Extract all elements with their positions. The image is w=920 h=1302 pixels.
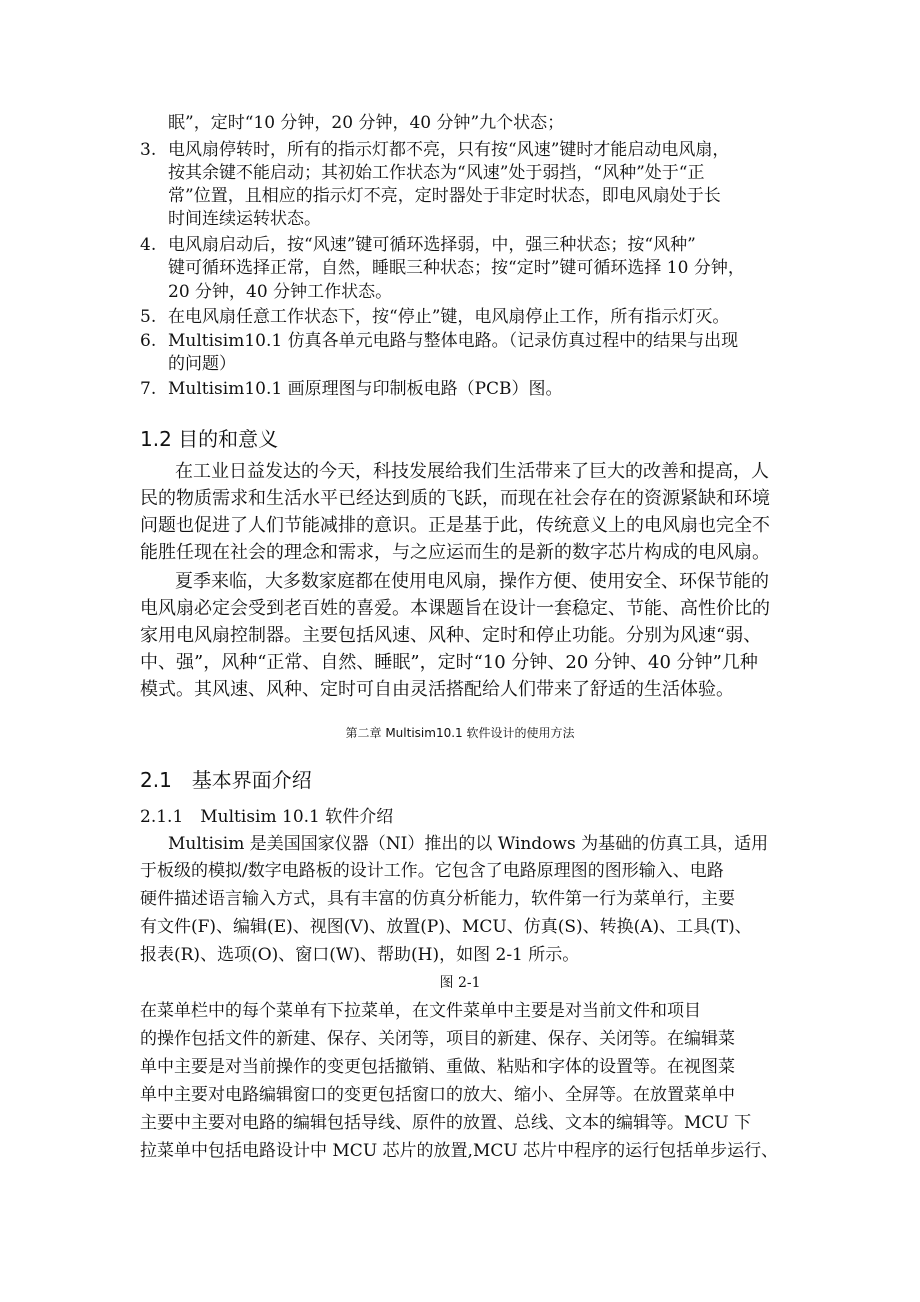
list-item-6-line: 的问题） (168, 354, 236, 374)
paragraph-line: 主要中主要对电路的编辑包括导线、原件的放置、总线、文本的编辑等。MCU 下 (140, 1113, 752, 1133)
chapter-title: 第二章 Multisim10.1 软件设计的使用方法 (345, 726, 575, 740)
list-item-4-line: 键可循环选择正常，自然，睡眠三种状态；按“定时”键可循环选择 10 分钟， (168, 258, 745, 278)
list-item-4-line: 20 分钟，40 分钟工作状态。 (168, 282, 393, 302)
paragraph-line: 模式。其风速、风种、定时可自由灵活搭配给人们带来了舒适的生活体验。 (140, 679, 734, 700)
section-heading-2-1: 2.1 基本界面介绍 (140, 768, 312, 792)
list-item-7-line: Multisim10.1 画原理图与印制板电路（PCB）图。 (168, 379, 563, 399)
paragraph-line: 家用电风扇控制器。主要包括风速、风种、定时和停止功能。分别为风速“弱、 (140, 625, 762, 646)
paragraph-line: 有文件(F)、编辑(E)、视图(V)、放置(P)、MCU、仿真(S)、转换(A)、工具(T)、 (140, 917, 752, 937)
paragraph-line: 于板级的模拟/数字电路板的设计工作。它包含了电路原理图的图形输入、电路 (140, 861, 724, 881)
paragraph-line: Multisim 是美国国家仪器（NI）推出的以 Windows 为基础的仿真工具，适用 (168, 834, 769, 854)
paragraph-line: 硬件描述语言输入方式，具有丰富的仿真分析能力，软件第一行为菜单行，主要 (140, 889, 735, 909)
paragraph-line: 电风扇必定会受到老百姓的喜爱。本课题旨在设计一套稳定、节能、高性价比的 (140, 598, 770, 619)
list-item-3-line: 电风扇停转时，所有的指示灯都不亮，只有按“风速”键时才能启动电风扇， (168, 140, 730, 160)
paragraph-line: 问题也促进了人们节能减排的意识。正是基于此，传统意义上的电风扇也完全不 (140, 515, 770, 536)
list-item-3-line: 按其余键不能启动；其初始工作状态为“风速”处于弱挡，“风种”处于“正 (168, 163, 705, 183)
section-heading-1-2: 1.2 目的和意义 (140, 427, 279, 451)
list-item-2-tail: 眠”，定时“10 分钟，20 分钟，40 分钟”九个状态； (168, 113, 565, 133)
list-item-5-number: 5. (140, 307, 157, 327)
paragraph-line: 拉菜单中包括电路设计中 MCU 芯片的放置,MCU 芯片中程序的运行包括单步运行、 (140, 1141, 779, 1161)
paragraph-line: 单中主要对电路编辑窗口的变更包括窗口的放大、缩小、全屏等。在放置菜单中 (140, 1085, 735, 1105)
paragraph-line: 在菜单栏中的每个菜单有下拉菜单，在文件菜单中主要是对当前文件和项目 (140, 1001, 701, 1021)
list-item-3-number: 3. (140, 140, 157, 160)
list-item-3-line: 时间连续运转状态。 (168, 209, 321, 229)
list-item-3-line: 常”位置，且相应的指示灯不亮，定时器处于非定时状态，即电风扇处于长 (168, 186, 721, 206)
paragraph-line: 在工业日益发达的今天，科技发展给我们生活带来了巨大的改善和提高，人 (175, 461, 769, 482)
paragraph-line: 夏季来临，大多数家庭都在使用电风扇，操作方便、使用安全、环保节能的 (175, 571, 769, 592)
paragraph-line: 报表(R)、选项(O)、窗口(W)、帮助(H)，如图 2-1 所示。 (140, 945, 580, 965)
paragraph-line: 民的物质需求和生活水平已经达到质的飞跃，而现在社会存在的资源紧缺和环境 (140, 488, 770, 509)
paragraph-line: 中、强”，风种“正常、自然、睡眠”，定时“10 分钟、20 分钟、40 分钟”几种 (140, 652, 758, 673)
list-item-4-line: 电风扇启动后，按“风速”键可循环选择弱，中，强三种状态；按“风种” (168, 235, 696, 255)
list-item-7-number: 7. (140, 379, 157, 399)
list-item-5-line: 在电风扇任意工作状态下，按“停止”键，电风扇停止工作，所有指示灯灭。 (168, 307, 730, 327)
paragraph-line: 的操作包括文件的新建、保存、关闭等，项目的新建、保存、关闭等。在编辑菜 (140, 1029, 735, 1049)
list-item-4-number: 4. (140, 235, 157, 255)
paragraph-line: 单中主要是对当前操作的变更包括撤销、重做、粘贴和字体的设置等。在视图菜 (140, 1057, 735, 1077)
paragraph-line: 能胜任现在社会的理念和需求，与之应运而生的是新的数字芯片构成的电风扇。 (140, 542, 770, 563)
list-item-6-line: Multisim10.1 仿真各单元电路与整体电路。（记录仿真过程中的结果与出现 (168, 331, 739, 351)
figure-caption: 图 2-1 (439, 975, 481, 991)
list-item-6-number: 6. (140, 331, 157, 351)
subsection-heading-2-1-1: 2.1.1 Multisim 10.1 软件介绍 (140, 807, 394, 827)
